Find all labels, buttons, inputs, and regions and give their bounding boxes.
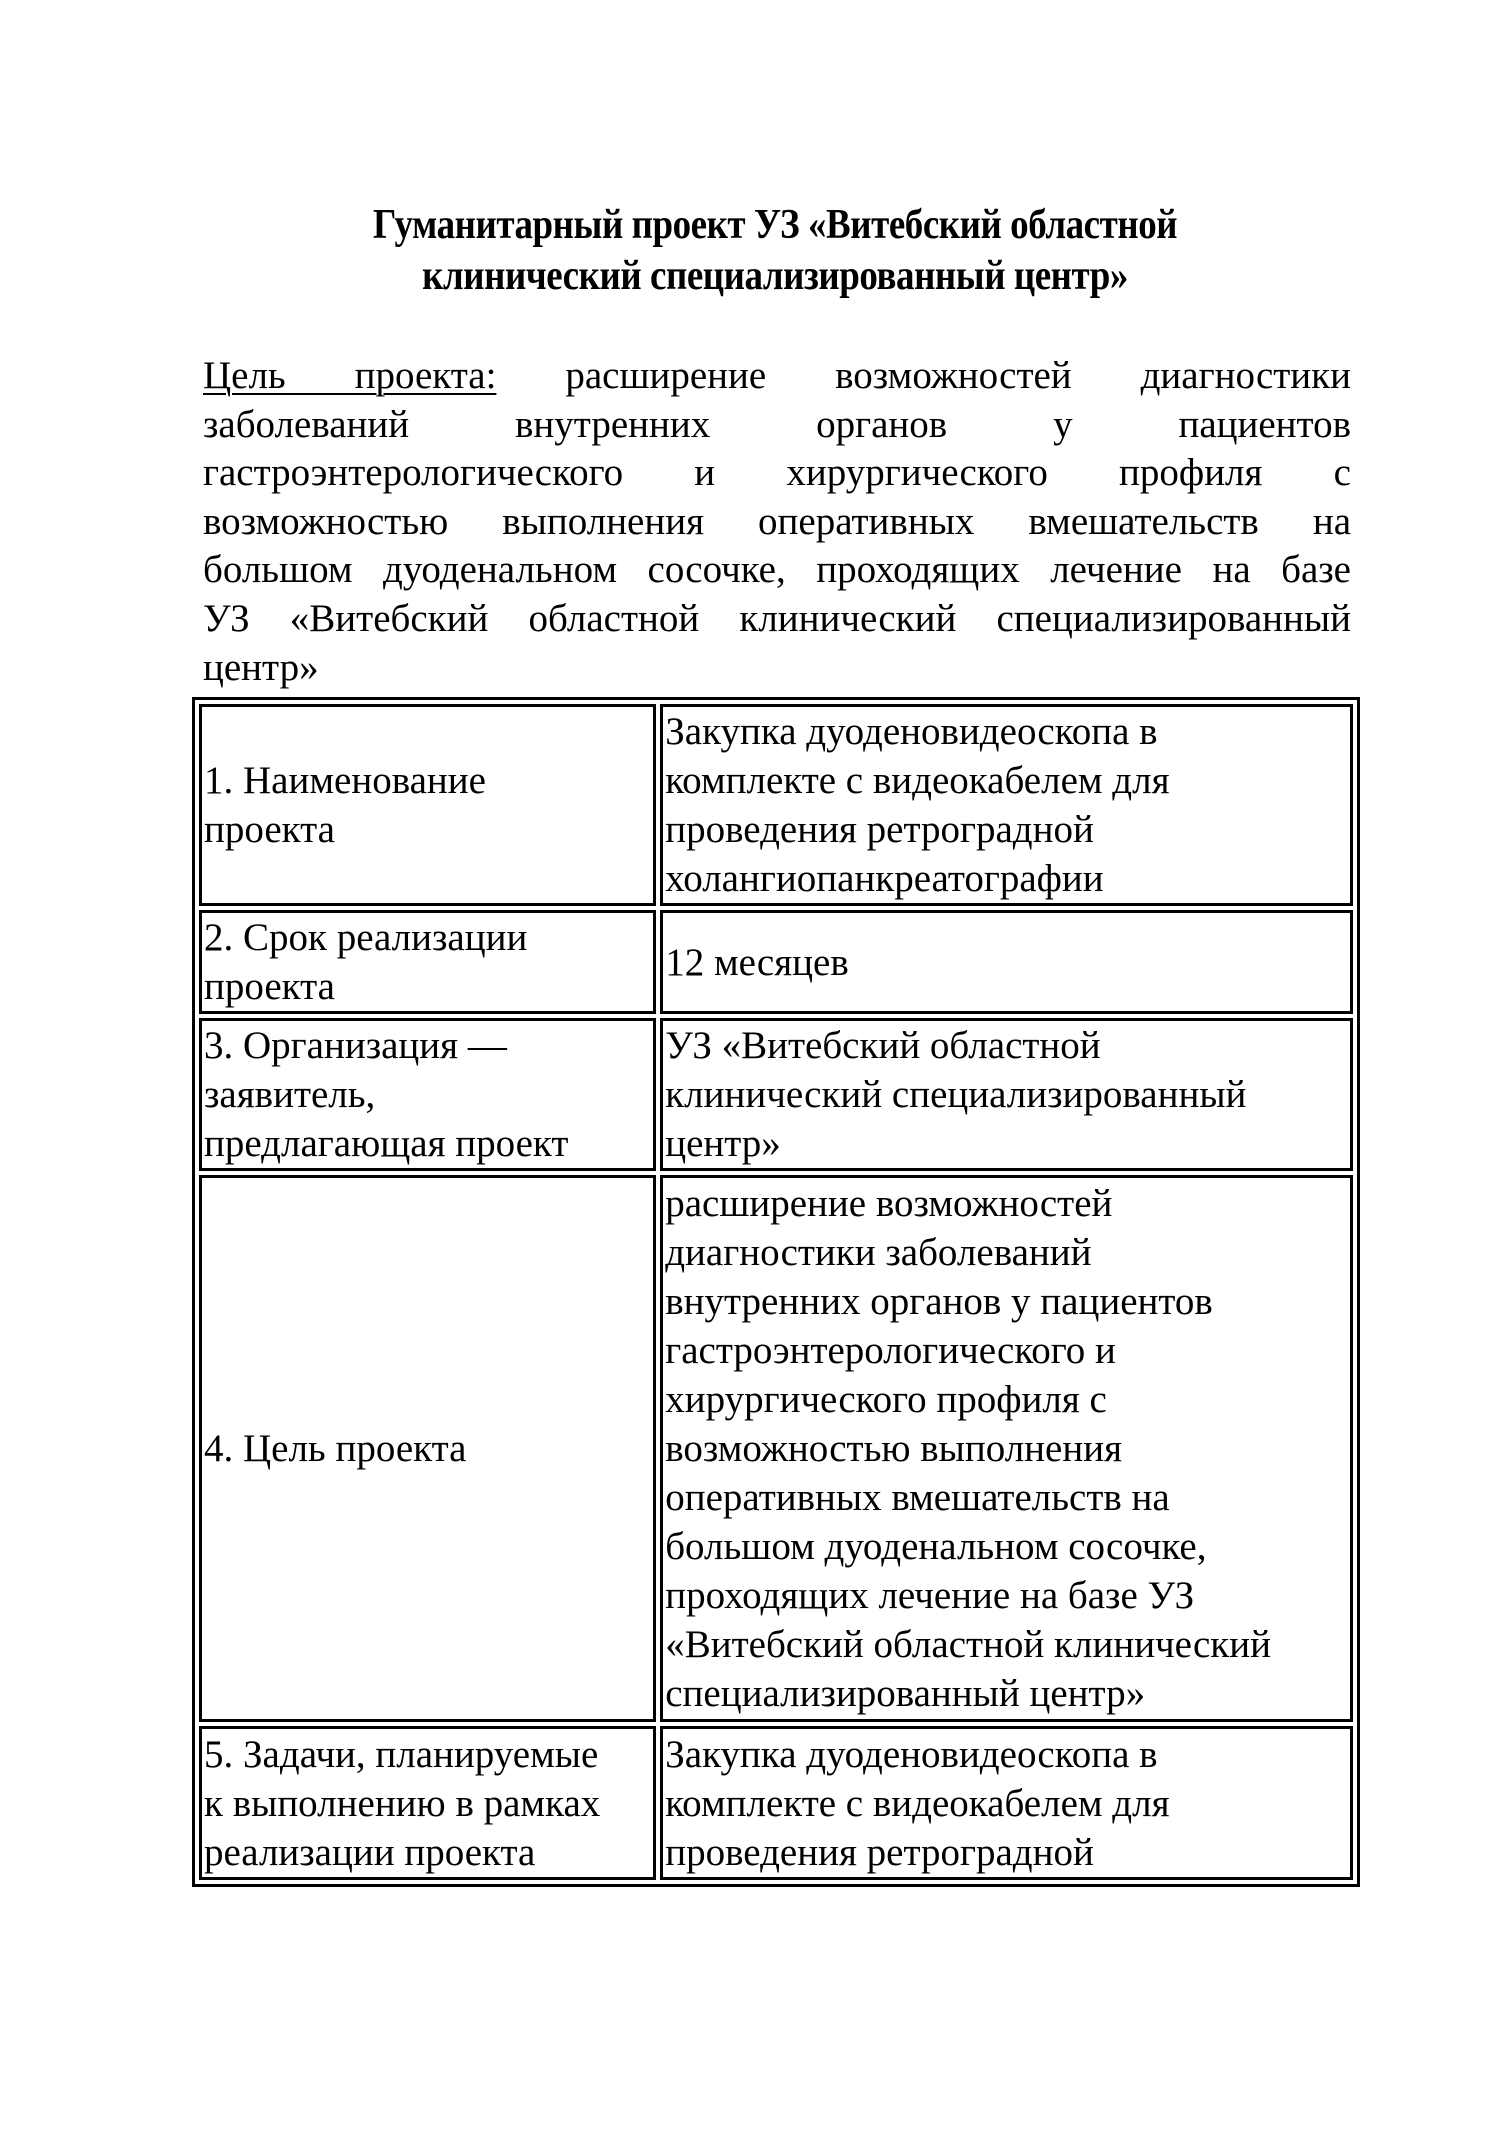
intro-line: возможностью выполнения оперативных вмешательств на [203, 499, 1351, 543]
intro-line: Цель проекта: расширение возможностей диагностики [203, 354, 1351, 397]
table-row [199, 1175, 1353, 1722]
table-row [199, 704, 1353, 906]
row-label-cell: 4. Цель проекта [199, 1175, 656, 1722]
row-value-cell: Закупка дуоденовидеоскопа в комплекте с видеокабелем для проведения ретроградной [660, 1726, 1353, 1880]
row-label-cell: 3. Организация — заявитель, предлагающая проект [199, 1018, 656, 1171]
intro-line: УЗ «Витебский областной клинический специализированный [203, 596, 1351, 640]
title-line: клинический специализированный центр» [422, 253, 1128, 299]
table-row [199, 1018, 1353, 1171]
table-row [199, 910, 1353, 1014]
row-label-cell: 1. Наименование проекта [199, 704, 656, 906]
project-goal-label: Цель проекта: [203, 354, 497, 397]
document-title [269, 200, 1281, 302]
intro-line: заболеваний внутренних органов у пациентов [203, 402, 1351, 446]
project-info-table [192, 697, 1360, 1887]
row-label-cell: 5. Задачи, планируемые к выполнению в рамках реализации проекта [199, 1726, 656, 1880]
project-goal-paragraph [203, 352, 1351, 692]
row-value-cell: Закупка дуоденовидеоскопа в комплекте с видеокабелем для проведения ретроградной холангиопанкреатографии [660, 704, 1353, 906]
intro-line: гастроэнтерологического и хирургического профиля с [203, 451, 1351, 495]
intro-line: центр» [203, 645, 319, 689]
title-line: Гуманитарный проект УЗ «Витебский областной [372, 202, 1178, 248]
row-label-cell: 2. Срок реализации проекта [199, 910, 656, 1014]
row-value-cell: 12 месяцев [660, 910, 1353, 1014]
intro-line: большом дуоденальном сосочке, проходящих лечение на базе [203, 548, 1351, 592]
row-value-cell: расширение возможностей диагностики заболеваний внутренних органов у пациентов гастроэнтерологического и хирургического профиля с возможностью выполнения оперативных вмешательств на большом дуоденальном сосочке, проходящих лечение на базе УЗ «Витебский областной клинический специализированный центр» [660, 1175, 1353, 1722]
table-row [199, 1726, 1353, 1880]
row-value-cell: УЗ «Витебский областной клинический специализированный центр» [660, 1018, 1353, 1171]
